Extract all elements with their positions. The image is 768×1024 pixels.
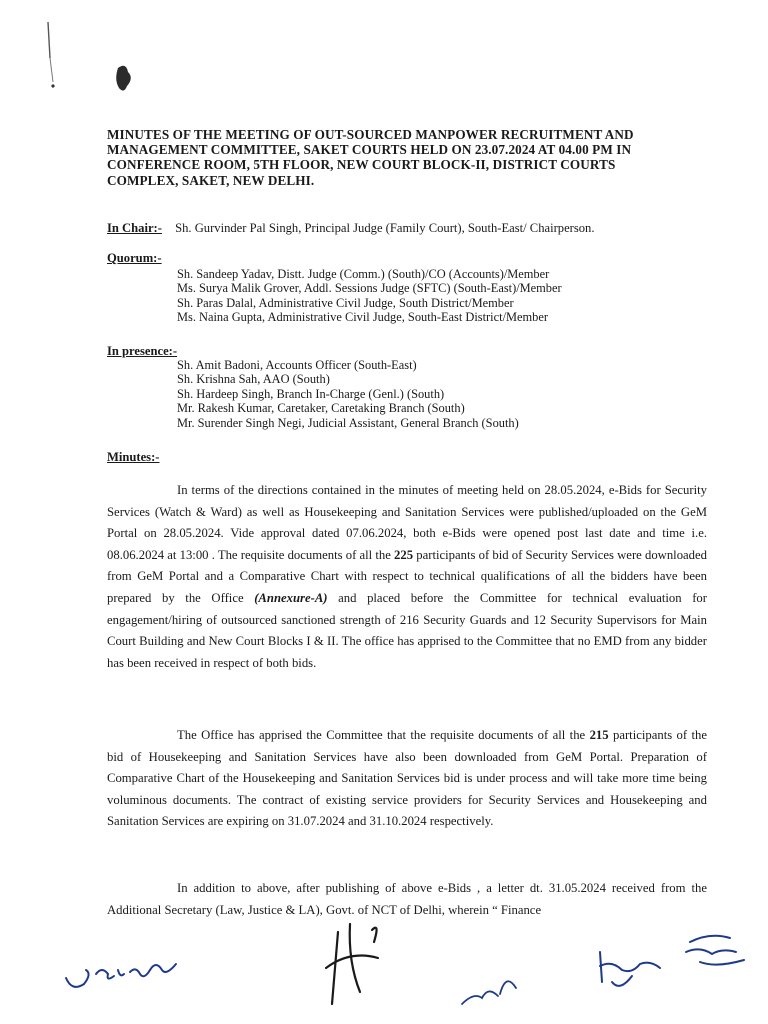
document-title <box>107 127 697 188</box>
signature-1 <box>66 964 176 987</box>
para2-text-a: The Office has apprised the Committee that the requisite documents of all the <box>177 728 590 742</box>
signature-3 <box>462 981 516 1004</box>
minutes-label: Minutes:- <box>107 450 160 464</box>
annexure-reference: (Annexure-A) <box>254 590 328 605</box>
quorum-member: Ms. Surya Malik Grover, Addl. Sessions Judge (SFTC) (South-East)/Member <box>177 281 562 296</box>
para3-text: In addition to above, after publishing of above e-Bids , a letter dt. 31.05.2024 received from the Additional Secretary (Law, Justice & LA), Govt. of NCT of Delhi, wherein “ Finance <box>107 881 707 917</box>
staple-mark <box>42 18 72 108</box>
minutes-paragraph-2 <box>107 725 707 833</box>
minutes-heading <box>107 450 159 465</box>
presence-member: Mr. Surender Singh Negi, Judicial Assistant, General Branch (South) <box>177 415 519 430</box>
in-presence-label: In presence:- <box>107 344 178 358</box>
para1-text-a: In terms of the directions contained in the minutes of meeting held on 28.05.2024, e-Bids for Security Services (Watch & Ward) as well as Housekeeping and Sanitation Services were published/uploaded on the GeM Portal on 28.05.2024. Vide approval dated 07.06.2024, both e-Bids were opened post last date and time i.e. 08.06.2024 at 13:00 . The requisite documents of all the <box>107 483 707 562</box>
signature-2 <box>326 924 378 1004</box>
para1-count: 225 <box>394 547 414 562</box>
quorum-heading <box>107 251 162 266</box>
minutes-paragraph-1 <box>107 480 707 674</box>
para2-count: 215 <box>589 728 609 742</box>
in-presence-heading <box>107 344 177 359</box>
para1-text-e: and placed before the Committee for technical evaluation for engagement/hiring of outsourced sanctioned strength of 216 Security Guards and 12 Security Supervisors for Main Court Building and New Court Blocks I & II. The office has apprised to the Committee that no EMD from any bidder has been received in respect of both bids. <box>107 590 707 670</box>
presence-member: Sh. Krishna Sah, AAO (South) <box>177 372 330 387</box>
title-line-4: COMPLEX, SAKET, NEW DELHI. <box>107 172 315 188</box>
signature-block <box>0 912 768 1024</box>
quorum-list <box>177 267 562 325</box>
quorum-member: Ms. Naina Gupta, Administrative Civil Judge, South-East District/Member <box>177 310 548 325</box>
title-line-1: MINUTES OF THE MEETING OF OUT-SOURCED MANPOWER RECRUITMENT AND <box>107 127 634 142</box>
in-chair-label: In Chair:- <box>107 221 162 235</box>
quorum-member: Sh. Paras Dalal, Administrative Civil Judge, South District/Member <box>177 295 514 310</box>
presence-member: Sh. Amit Badoni, Accounts Officer (South-East) <box>177 358 417 372</box>
ink-smudge <box>112 62 136 94</box>
title-line-2: MANAGEMENT COMMITTEE, SAKET COURTS HELD ON 23.07.2024 AT 04.00 PM IN <box>107 142 632 158</box>
title-line-3: CONFERENCE ROOM, 5TH FLOOR, NEW COURT BLOCK-II, DISTRICT COURTS <box>107 157 616 173</box>
signature-4 <box>600 936 744 986</box>
presence-member: Mr. Rakesh Kumar, Caretaker, Caretaking Branch (South) <box>177 401 465 416</box>
in-presence-list <box>177 358 519 430</box>
in-chair-text: Sh. Gurvinder Pal Singh, Principal Judge (Family Court), South-East/ Chairperson. <box>175 221 595 235</box>
quorum-member: Sh. Sandeep Yadav, Distt. Judge (Comm.) (South)/CO (Accounts)/Member <box>177 267 550 281</box>
presence-member: Sh. Hardeep Singh, Branch In-Charge (Genl.) (South) <box>177 386 445 401</box>
quorum-label: Quorum:- <box>107 251 162 265</box>
para2-text-c: participants of the bid of Housekeeping and Sanitation Services have also been downloaded from GeM Portal. Preparation of Comparative Chart of the Housekeeping and Sanitation Services bid is under process and will take more time being voluminous documents. The contract of existing service providers for Security Services and Housekeeping and Sanitation Services are expiring on 31.07.2024 and 31.10.2024 respectively. <box>107 728 707 829</box>
para1-text-c: participants of bid of Security Services were downloaded from GeM Portal and a Comparative Chart with respect to technical qualifications of all the bidders have been prepared by the Office <box>107 547 707 605</box>
in-chair-row <box>107 221 595 236</box>
